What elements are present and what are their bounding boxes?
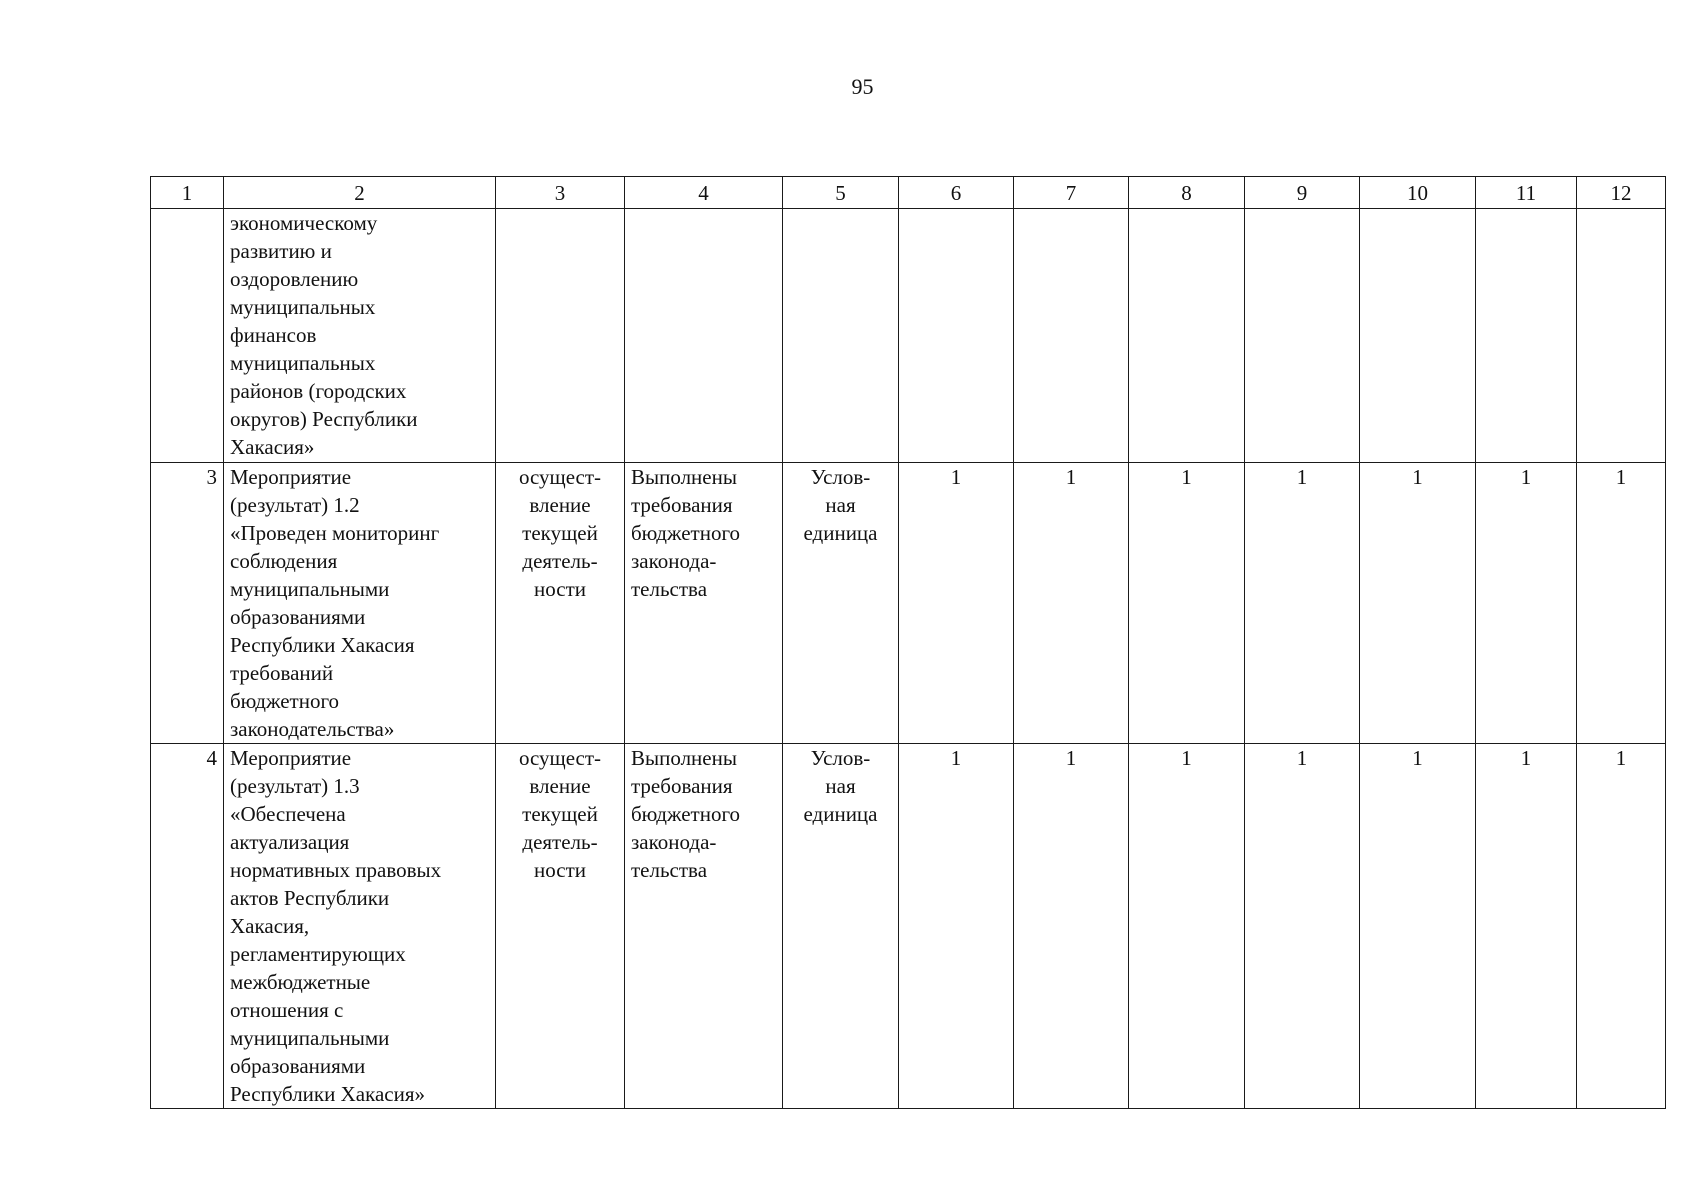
row-value-10: 1 [1360, 744, 1476, 1109]
row-value-11: 1 [1476, 744, 1577, 1109]
row-value-11: 1 [1476, 463, 1577, 744]
row-number: 3 [151, 463, 224, 744]
row-type [496, 209, 625, 463]
row-number: 4 [151, 744, 224, 1109]
column-header-6: 6 [899, 177, 1014, 209]
table-row [151, 209, 1666, 463]
row-value-12 [1577, 209, 1666, 463]
column-header-4: 4 [625, 177, 783, 209]
column-header-7: 7 [1014, 177, 1129, 209]
row-unit: Услов- ная единица [783, 463, 899, 744]
row-type: осущест- вление текущей деятель- ности [496, 463, 625, 744]
row-unit: Услов- ная единица [783, 744, 899, 1109]
row-value-12: 1 [1577, 744, 1666, 1109]
row-value-9: 1 [1245, 463, 1360, 744]
row-value-12: 1 [1577, 463, 1666, 744]
row-value-7: 1 [1014, 744, 1129, 1109]
row-value-10: 1 [1360, 463, 1476, 744]
row-value-7 [1014, 209, 1129, 463]
column-header-12: 12 [1577, 177, 1666, 209]
table-header-row [151, 177, 1666, 209]
row-name: экономическому развитию и оздоровлению муниципальных финансов муниципальных районов (городских округов) Республики Хакасия» [224, 209, 496, 463]
table-row [151, 463, 1666, 744]
column-header-8: 8 [1129, 177, 1245, 209]
row-value-8: 1 [1129, 744, 1245, 1109]
row-name: Мероприятие (результат) 1.2 «Проведен мониторинг соблюдения муниципальными образованиями Республики Хакасия требований бюджетного законодательства» [224, 463, 496, 744]
row-number [151, 209, 224, 463]
row-value-7: 1 [1014, 463, 1129, 744]
column-header-1: 1 [151, 177, 224, 209]
row-unit [783, 209, 899, 463]
table-row [151, 744, 1666, 1109]
results-table [150, 176, 1666, 1109]
row-value-6: 1 [899, 463, 1014, 744]
column-header-5: 5 [783, 177, 899, 209]
row-name: Мероприятие (результат) 1.3 «Обеспечена актуализация нормативных правовых актов Республики Хакасия, регламентирующих межбюджетные отношения с муниципальными образованиями Республики Хакасия» [224, 744, 496, 1109]
row-value-6 [899, 209, 1014, 463]
row-value-8: 1 [1129, 463, 1245, 744]
column-header-2: 2 [224, 177, 496, 209]
row-value-8 [1129, 209, 1245, 463]
page-number: 95 [851, 74, 874, 99]
column-header-10: 10 [1360, 177, 1476, 209]
column-header-3: 3 [496, 177, 625, 209]
row-characteristic [625, 209, 783, 463]
column-header-11: 11 [1476, 177, 1577, 209]
column-header-9: 9 [1245, 177, 1360, 209]
row-characteristic: Выполнены требования бюджетного законода- тельства [625, 744, 783, 1109]
row-value-9 [1245, 209, 1360, 463]
row-value-9: 1 [1245, 744, 1360, 1109]
row-value-6: 1 [899, 744, 1014, 1109]
row-value-11 [1476, 209, 1577, 463]
row-value-10 [1360, 209, 1476, 463]
row-type: осущест- вление текущей деятель- ности [496, 744, 625, 1109]
row-characteristic: Выполнены требования бюджетного законода- тельства [625, 463, 783, 744]
